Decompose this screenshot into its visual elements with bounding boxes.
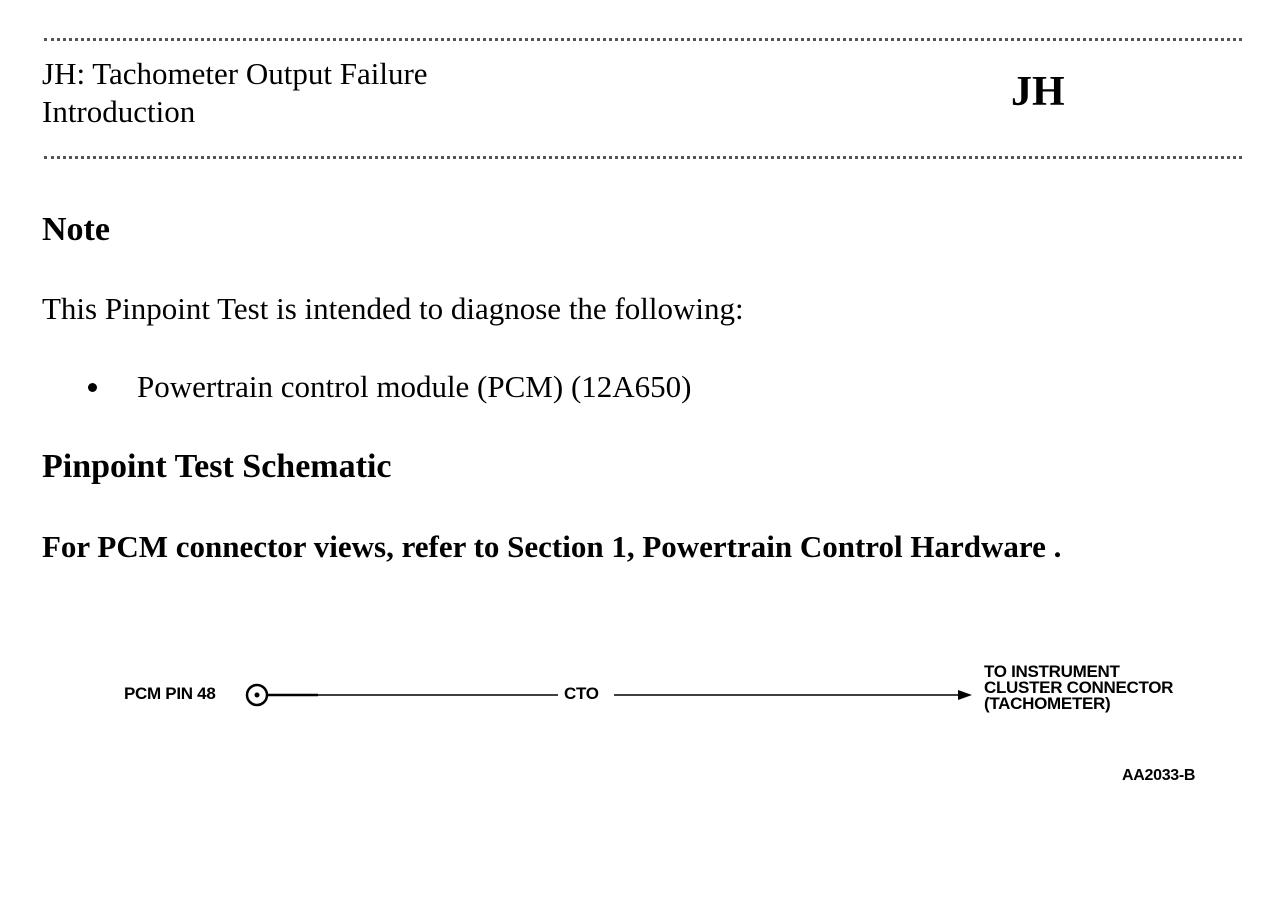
header-divider <box>44 156 1242 159</box>
arrowhead-icon <box>958 690 972 700</box>
destination-line: TO INSTRUMENT <box>984 662 1120 681</box>
list-item <box>88 368 691 406</box>
list-item-text: Powertrain control module (PCM) (12A650) <box>137 369 692 404</box>
top-divider <box>44 38 1242 41</box>
connector-reference: For PCM connector views, refer to Section 1, Powertrain Control Hardware . <box>42 529 1062 564</box>
bullet-icon <box>88 383 97 392</box>
page-subtitle: Introduction <box>42 94 196 129</box>
pin-label: PCM PIN 48 <box>124 684 216 703</box>
destination-line: (TACHOMETER) <box>984 694 1111 713</box>
figure-id: AA2033-B <box>1122 767 1196 784</box>
note-heading: Note <box>42 211 110 248</box>
document-header <box>42 55 428 131</box>
destination-line: CLUSTER CONNECTOR <box>984 678 1174 697</box>
page-title: JH: Tachometer Output Failure <box>42 56 428 91</box>
pin-connector-inner <box>255 693 260 698</box>
pinpoint-schematic-diagram <box>0 640 1264 800</box>
schematic-heading: Pinpoint Test Schematic <box>42 448 392 485</box>
test-code: JH <box>1011 69 1065 115</box>
destination-label <box>984 664 1173 712</box>
intro-paragraph: This Pinpoint Test is intended to diagnose the following: <box>42 291 744 326</box>
circuit-label: CTO <box>564 684 599 703</box>
